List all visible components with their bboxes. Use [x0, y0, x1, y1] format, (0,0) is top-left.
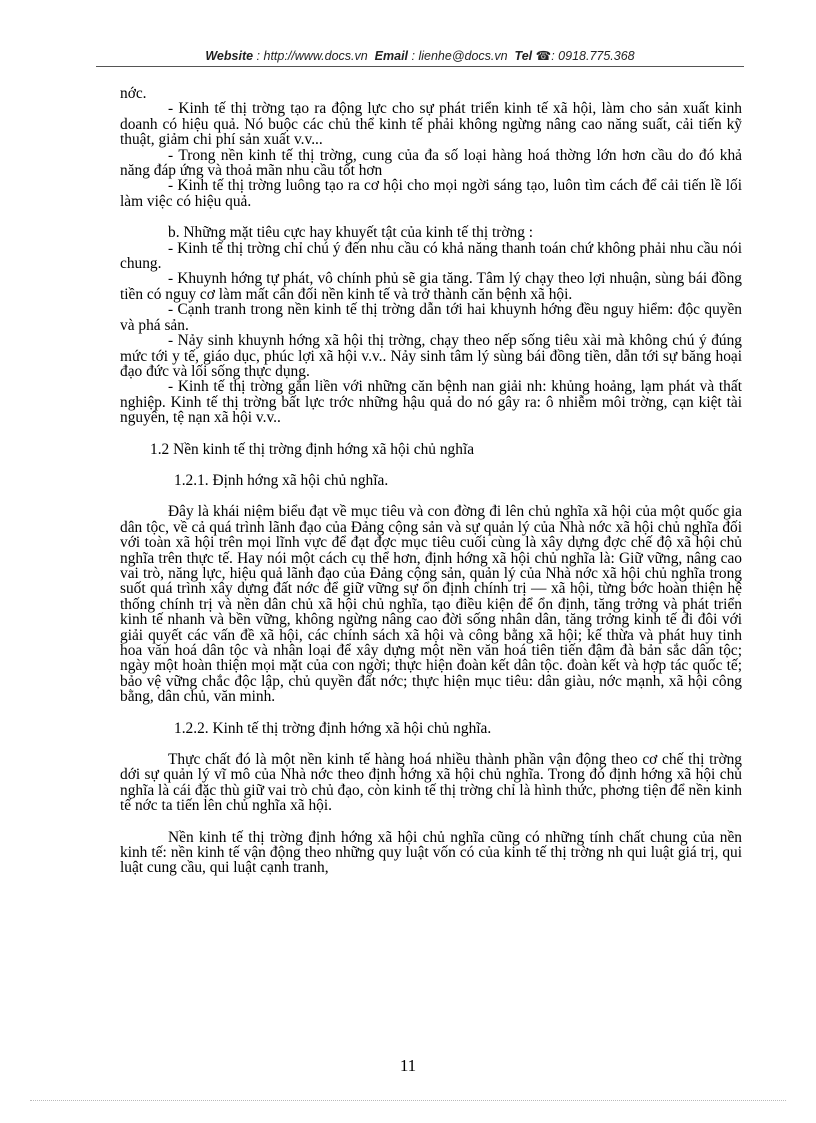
spacer: [120, 705, 742, 721]
section-heading-1-2-2: 1.2.2. Kinh tế thị trờng định hớng xã hội chủ nghĩa.: [174, 719, 492, 737]
page-number: 11: [399, 1056, 417, 1075]
website-value: : http://www.docs.vn: [256, 49, 368, 63]
email-value: : lienhe@docs.vn: [411, 49, 508, 63]
paragraph: - Kinh tế thị trờng gắn liền với những căn bệnh nan giải nh: khủng hoảng, lạm phát và thất nghiệp. Kinh tế thị trờng bất lực trớc những hậu quả do nó gây ra: ô nhiễm môi trờng, cạn kiệt tài nguyên, tệ nạn xã hội v.v..: [120, 378, 742, 427]
tel-value: : 0918.775.368: [551, 49, 635, 63]
paragraph: - Cạnh tranh trong nền kinh tế thị trờng dẫn tới hai khuynh hớng đều nguy hiểm: độc quyền và phá sản.: [120, 301, 742, 334]
spacer: [120, 736, 742, 752]
paragraph: - Nảy sinh khuynh hớng xã hội thị trờng, chạy theo nếp sống tiêu xài mà không chú ý đúng mức tới y tế, giáo dục, phúc lợi xã hội v.v.. Nảy sinh tâm lý sùng bái đồng tiền, dẫn tới sự băng hoại đạo đức và lối sống thực dụng.: [120, 332, 742, 380]
spacer: [120, 209, 742, 225]
paragraph: - Trong nền kinh tế thị trờng, cung của đa số loại hàng hoá thờng lớn hơn cầu do đó khả năng đáp ứng và thoả mãn nhu cầu tốt hơn: [120, 146, 742, 180]
paragraph: Thực chất đó là một nền kinh tế hàng hoá nhiều thành phần vận động theo cơ chế thị trờng dới sự quản lý vĩ mô của Nhà nớc theo định hớng xã hội chủ nghĩa. Trong đó định hớng xã hội chủ nghĩa là cái đặc thù giữ vai trò chủ đạo, còn kinh tế thị trờng chỉ là hình thức, phơng tiện để nền kinh tế nớc ta tiến lên chủ nghĩa xã hội.: [120, 751, 742, 815]
paragraph: - Kinh tế thị trờng chỉ chú ý đến nhu cầu có khả năng thanh toán chứ không phải nhu cầu nói chung.: [120, 239, 742, 273]
website-label: Website: [205, 49, 254, 63]
spacer: [120, 488, 742, 504]
paragraph: - Khuynh hớng tự phát, vô chính phủ sẽ gia tăng. Tâm lý chạy theo lợi nhuận, sùng bái đồng tiền có nguy cơ làm mất cân đối nền kinh tế và trở thành căn bệnh xã hội.: [120, 270, 742, 303]
document-body: [120, 86, 742, 876]
paragraph: nớc.: [120, 85, 147, 102]
paragraph: - Kinh tế thị trờng luông tạo ra cơ hội cho mọi ngời sáng tạo, luôn tìm cách để cải tiến lề lối làm việc có hiệu quả.: [120, 177, 742, 210]
paragraph: Nền kinh tế thị trờng định hớng xã hội chủ nghĩa cũng có những tính chất chung của nền kinh tế: nền kinh tế vận động theo những quy luật vốn có của kinh tế thị trờng nh qui luật giá trị, qui luật cung cầu, qui luật cạnh tranh,: [120, 828, 742, 877]
page-header: [96, 48, 744, 63]
paragraph: Đây là khái niệm biểu đạt về mục tiêu và con đờng đi lên chủ nghĩa xã hội của một quốc gia dân tộc, về cả quá trình lãnh đạo của Đảng cộng sản và sự quản lý của Nhà nớc xã hội chủ nghĩa đối với toàn xã hội trên mọi lĩnh vực để đạt đợc mục tiêu cuối cùng là xây dựng đợc chế độ xã hội chủ nghĩa trên thực tế. Hay nói một cách cụ thể hơn, định hớng xã hội chủ nghĩa là: Giữ vững, nâng cao vai trò, năng lực, hiệu quả lãnh đạo của Đảng cộng sản, quản lý của Nhà nớc xã hội chủ nghĩa trong suốt quá trình xây dựng đất nớc để giữ vững sự ổn định chính trị — xã hội, từng bớc hoàn thiện hệ thống chính trị và nền dân chủ xã hội chủ nghĩa, tạo điều kiện để ổn định, tăng trởng và phát triển kinh tế nhanh và bền vững, không ngừng nâng cao đời sống nhân dân, tăng trởng kinh tế đi đôi với giải quyết các vấn đề xã hội, các chính sách xã hội và công bằng xã hội; kế thừa và phát huy tinh hoa văn hoá dân tộc và nhân loại để xây dựng một nền văn hoá tiên tiến đậm đà bản sắc dân tộc; ngày một hoàn thiện mọi mặt của con ngời; thực hiện đoàn kết dân tộc. đoàn kết và hợp tác quốc tế; bảo vệ vững chắc độc lập, chủ quyền đất nớc; thực hiện mục tiêu: dân giàu, nớc mạnh, xã hội công bằng, dân chủ, văn minh.: [120, 503, 742, 706]
header-divider: [96, 66, 744, 67]
email-label: Email: [374, 49, 409, 63]
subheading-b: b. Những mặt tiêu cực hay khuyết tật của kinh tế thị trờng :: [168, 224, 534, 242]
spacer: [120, 457, 742, 473]
paragraph: - Kinh tế thị trờng tạo ra động lực cho sự phát triển kinh tế xã hội, làm cho sản xuất kinh doanh có hiệu quả. Nó buộc các chủ thể kinh tế phải không ngừng nâng cao năng suất, cải tiến kỹ thuật, giảm chi phí sản xuất v.v...: [120, 100, 742, 149]
section-heading-1-2: 1.2 Nền kinh tế thị trờng định hớng xã hội chủ nghĩa: [150, 440, 475, 458]
phone-icon: ☎: [535, 49, 552, 63]
tel-label: Tel: [514, 49, 533, 63]
spacer: [120, 426, 742, 442]
section-heading-1-2-1: 1.2.1. Định hớng xã hội chủ nghĩa.: [174, 471, 389, 489]
footer-divider: [30, 1100, 786, 1101]
spacer: [120, 814, 742, 830]
